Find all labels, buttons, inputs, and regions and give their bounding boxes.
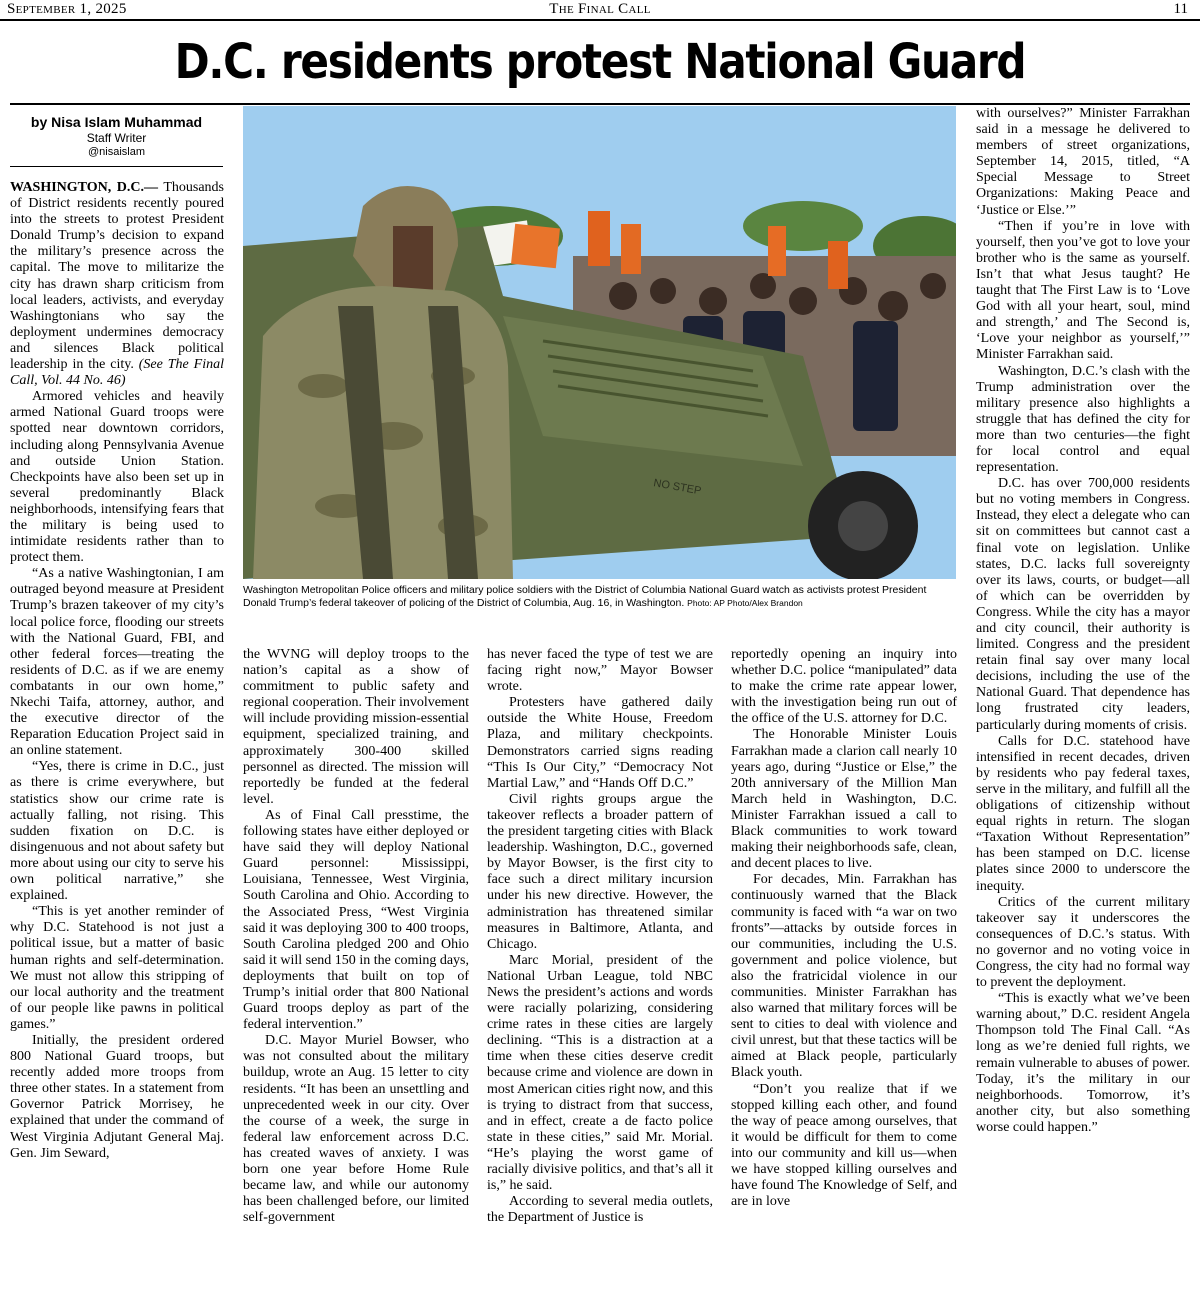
article-paragraph [976, 734, 1190, 895]
paragraph-text: “This is exactly what we’ve been warning about,” D.C. resident Angela Thompson told The Final Call. “As long as we’re denied full rights, we remain vulnerable to abuses of power. Today, it’s the military in our neighborhoods. Tomorrow, it’s another city, but also something worse could happen.” [976, 991, 1190, 1135]
paragraph-text: “As a native Washingtonian, I am outraged beyond measure at President Trump’s brazen takeover of my city’s local police force, flooding our streets with the National Guard, FBI, and other federal forces—treating the residents of D.C. as if we are enemy combatants in our own home,” Nkechi Taifa, attorney, author, and the executive director of the Reparation Education Project said in an online statement. [10, 566, 224, 759]
article-column-3 [487, 647, 713, 1226]
article-paragraph [243, 647, 469, 808]
paragraph-text: “Yes, there is crime in D.C., just as there is crime everywhere, but statistics show our crime rate is actually falling, not rising. This sudden fixation on D.C. is disingenuous and not about safety but more about using our city to serve his own political narrative,” she explained. [10, 759, 224, 904]
article-column-2 [243, 647, 469, 1226]
article-paragraph [243, 808, 469, 1033]
paragraph-text: The Honorable Minister Louis Farrakhan made a clarion call nearly 10 years ago, during “Justice or Else,” the 20th anniversary of the Million Man March held in Washington, D.C. Minister Farrakhan issued a call to Black communities to work toward making their neighborhoods safe, clean, and decent places to live. [731, 727, 957, 872]
article-paragraph [10, 389, 224, 566]
article-paragraph [487, 792, 713, 953]
paragraph-text: the WVNG will deploy troops to the nation’s capital as a show of commitment to public safety and regional cooperation. Their involvement will include providing mission-essential equipment, specialized training, and approximately 300-400 skilled personnel as directed. The mission will reportedly be funded at the federal level. [243, 647, 470, 807]
article-paragraph [976, 476, 1190, 734]
paragraph-text: reportedly opening an inquiry into whether D.C. police “manipulated” data to make the crime rate appear lower, with the investigation being run out of the office of the U.S. attorney for D.C. [731, 647, 957, 727]
paragraph-text: “This is yet another reminder of why D.C. Statehood is not just a political issue, but a matter of basic human rights and self-determination. We must not allow this stripping of our local authority and the treatment of our people like pawns in political games.” [10, 904, 224, 1032]
paragraph-text: Thousands of District residents recently poured into the streets to protest President Donald Trump’s decision to expand the military’s presence across the capital. The move to militarize the city has drawn sharp criticism from local leaders, activists, and everyday Washingtonians who say the deployment undermines democracy and silences Black political leadership in the city. [10, 180, 224, 373]
article-paragraph [10, 759, 224, 904]
newspaper-name: The Final Call [549, 1, 651, 17]
article-paragraph [487, 647, 713, 695]
byline-author: by Nisa Islam Muhammad [30, 114, 203, 130]
article-paragraph [10, 904, 224, 1033]
byline-role: Staff Writer [86, 131, 147, 145]
article-paragraph [976, 895, 1190, 992]
article-paragraph [731, 872, 957, 1081]
paragraph-text: Calls for D.C. statehood have intensified in recent decades, driven by residents who pay federal taxes, serve in the military, and fulfill all the obligations of citizenship without equal rights in return. The slogan “Taxation Without Representation” has been stamped on D.C. license plates since 2000 to underscore the inequity. [976, 733, 1190, 894]
dateline: WASHINGTON, D.C.— [10, 180, 159, 195]
article-paragraph [487, 953, 713, 1194]
article-paragraph [976, 219, 1190, 364]
paragraph-text: Critics of the current military takeover say it underscores the consequences of D.C.’s status. With no governor and no voting voice in Congress, the city had no formal way to prevent the deployment. [976, 894, 1190, 991]
paragraph-text: with ourselves?” Minister Farrakhan said in a message he delivered to members of street organizations, September 14, 2015, titled, “A Special Message to Street Organizations: Making Peace and ‘Justice or Else.’” [976, 106, 1190, 218]
paragraph-text: Marc Morial, president of the National Urban League, told NBC News the president’s actions and words were racially polarizing, considering crime rates in these cities are largely declining. “This is a distraction at a time when these cities deserve credit because crime and violence are down in most American cities right now, and this is trying to distract from that success, and in effect, create a de facto police state in these cities,” said Mr. Morial. “He’s playing the worst game of racially divisive politics, and that’s all it is,” he said. [487, 952, 713, 1194]
paragraph-text: D.C. Mayor Muriel Bowser, who was not consulted about the military buildup, wrote an Aug. 15 letter to city residents. “It has been an unsettling and unprecedented week in our city. Over the course of a week, the surge in federal law enforcement across D.C. has created waves of anxiety. I was born one year before Home Rule became law, and while our autonomy has been challenged before, our limited self-government [243, 1033, 469, 1226]
photo-credit: Photo: AP Photo/Alex Brandon [687, 598, 803, 608]
page-header [0, 0, 1200, 20]
article-paragraph [731, 727, 957, 872]
paragraph-text: Initially, the president ordered 800 National Guard troops, but recently added more troops from three other states. In a statement from Governor Patrick Morrisey, he explained that under the command of West Virginia Adjutant General Maj. Gen. Jim Seward, [10, 1032, 224, 1161]
article-paragraph [731, 647, 957, 727]
article-paragraph [976, 991, 1190, 1136]
paragraph-text: “Don’t you realize that if we stopped killing each other, and found the way of peace among ourselves, that it would be difficult for them to come into our community and kill us—when we have stopped killing ourselves and have found The Knowledge of Self, and are in love [731, 1081, 957, 1210]
headline-rule [10, 103, 1190, 105]
paragraph-text: For decades, Min. Farrakhan has continuously warned that the Black community is faced with “a war on two fronts”—attacks by outside forces in our communities, including the U.S. government and police violence, but also the fratricidal violence in our communities. Minister Farrakhan has also warned that military forces will be sent to cities to deal with violence and civil unrest, but that these tactics will be aimed at Black people, particularly Black youth. [731, 872, 957, 1081]
photo-caption [243, 584, 958, 610]
article-paragraph [731, 1082, 957, 1211]
article-paragraph [243, 1033, 469, 1226]
paragraph-text: Armored vehicles and heavily armed National Guard troops were spotted near downtown corridors, including along Pennsylvania Avenue and outside Union Station. Checkpoints have also been set up in several predominantly Black neighborhoods, intensifying fears that the military is being used to intimidate residents rather than to protect them. [10, 389, 224, 566]
article-column-1 [10, 180, 224, 1162]
reference-note: (See The Final Call, Vol. 44 No. 46) [10, 357, 224, 389]
paragraph-text: According to several media outlets, the Department of Justice is [487, 1194, 713, 1226]
article-paragraph [487, 695, 713, 792]
article-paragraph [10, 180, 224, 389]
paragraph-text: Protesters have gathered daily outside the White House, Freedom Plaza, and military checkpoints. Demonstrators carried signs reading “This Is Our City,” “Democracy Not Martial Law,” and “Hands Off D.C.” [487, 695, 713, 791]
svg-text:NO STEP: NO STEP [652, 477, 703, 498]
byline-rule [10, 166, 223, 167]
article-paragraph [10, 566, 224, 759]
byline [10, 113, 223, 159]
headline: D.C. residents protest National Guard [174, 34, 1026, 90]
paragraph-text: D.C. has over 700,000 residents but no voting members in Congress. Instead, they elect a delegate who can sit on committees but cannot cast a final vote on legislation. Unlike states, D.C. lacks full sovereignty over its laws, courts, or budget—all of which can be overridden by Congress. While the city has a mayor and city council, their authority is limited. Congress and the president retain final say over many local decisions, including the use of the National Guard. That dependence has long frustrated city leaders, particularly during moments of crisis. [976, 476, 1190, 733]
issue-date: September 1, 2025 [7, 1, 127, 17]
article-paragraph [10, 1033, 224, 1162]
paragraph-text: “Then if you’re in love with yourself, then you’ve got to love your brother who is the same as yourself. Isn’t that what Jesus taught? He taught that The First Law is to ‘Love God with all your heart, soul, mind and strength,’ and The Second is, ‘Love your neighbor as yourself,’” Minister Farrakhan said. [976, 218, 1190, 363]
article-column-4 [731, 647, 957, 1210]
article-paragraph [976, 364, 1190, 477]
paragraph-text: Washington, D.C.’s clash with the Trump administration over the military presence also highlights a struggle that has defined the city for more than two centuries—the fight for local control and equal representation. [976, 363, 1190, 476]
photo-illustration [243, 106, 956, 579]
paragraph-text: has never faced the type of test we are facing right now,” Mayor Bowser wrote. [487, 647, 713, 695]
page-number: 11 [1173, 1, 1188, 17]
byline-handle: @nisaislam [87, 146, 145, 158]
paragraph-text: Civil rights groups argue the takeover reflects a broader pattern of the president targeting cities with Black leadership. Washington, D.C., governed by Mayor Bowser, is the first city to face such a direct military incursion under his new directive. However, the administration has threatened similar measures in Baltimore, Atlanta, and Chicago. [487, 791, 713, 952]
news-photo [243, 106, 956, 579]
caption-text: Washington Metropolitan Police officers and military police soldiers with the District of Columbia National Guard watch as activists protest President Donald Trump’s federal takeover of policing of the District of Columbia, Aug. 16, in Washington. [243, 584, 927, 609]
paragraph-text: As of Final Call presstime, the following states have either deployed or have said they will deploy National Guard personnel: Mississippi, Louisiana, Tennessee, West Virginia, South Carolina and Ohio. According to the Associated Press, “West Virginia said it was deploying 300 to 400 troops, South Carolina pledged 200 and Ohio said it will send 150 in the coming days, deployments that built on top of Trump’s initial order that 800 National Guard troops deploy as part of the federal intervention.” [243, 807, 469, 1033]
article-paragraph [487, 1194, 713, 1226]
header-rule [0, 19, 1200, 21]
article-column-5 [976, 106, 1190, 1136]
article-paragraph [976, 106, 1190, 219]
